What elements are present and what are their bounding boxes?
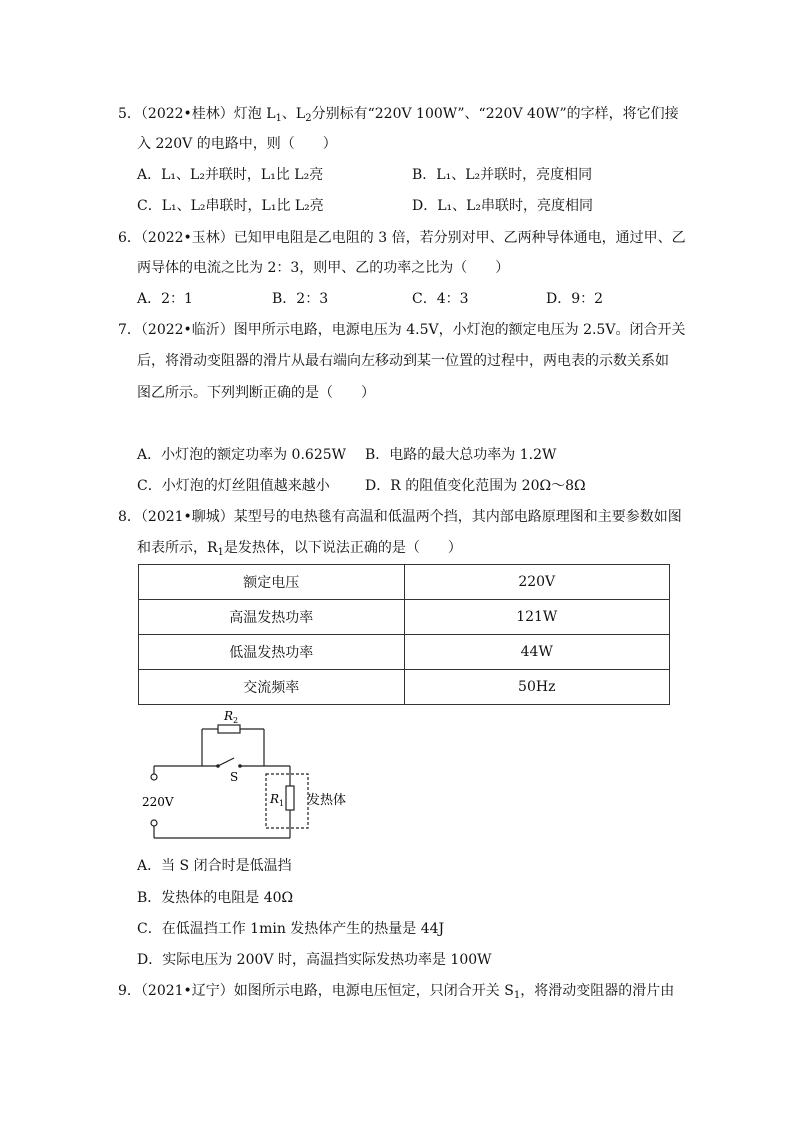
circuit-diagram xyxy=(130,700,347,840)
q9-line1: 9．（2021•辽宁）如图所示电路，电源电压恒定，只闭合开关 $S_1$，将滑动变阻器的滑片由 xyxy=(118,983,675,1001)
table-cell: 额定电压 xyxy=(139,565,405,600)
table-cell: 50Hz xyxy=(404,670,670,705)
q7-option-b: B．电路的最大总功率为 1.2W xyxy=(365,447,557,463)
q5-option-b: B．L₁、L₂并联时，亮度相同 xyxy=(412,167,593,183)
q7-line3: 图乙所示。下列判断正确的是（ ） xyxy=(137,385,375,401)
terminal xyxy=(151,820,157,826)
q5-line2: 入 220V 的电路中，则（ ） xyxy=(137,136,337,152)
switch-label: S xyxy=(230,770,239,784)
table-cell: 220V xyxy=(404,565,670,600)
q6-option-d: D．9：2 xyxy=(546,291,604,307)
table-cell: 121W xyxy=(404,600,670,635)
q8-option-d: D．实际电压为 200V 时，高温挡实际发热功率是 100W xyxy=(137,952,492,968)
q7-line1: 7．（2022•临沂）图甲所示电路，电源电压为 4.5V，小灯泡的额定电压为 2.5V。闭合开关 xyxy=(118,322,686,338)
q5-option-a: A．L₁、L₂并联时，L₁比 L₂亮 xyxy=(137,167,324,183)
q7-option-c: C．小灯泡的灯丝阻值越来越小 xyxy=(137,478,330,494)
q5-option-c: C．L₁、L₂串联时，L₁比 L₂亮 xyxy=(137,198,324,214)
switch-contact xyxy=(238,764,242,768)
q8-line2: 和表所示，$R_1$是发热体，以下说法正确的是（ ） xyxy=(137,540,462,558)
table-row xyxy=(139,635,670,670)
table-cell: 高温发热功率 xyxy=(139,600,405,635)
q6-option-c: C．4：3 xyxy=(412,291,469,307)
resistor-r1 xyxy=(286,786,294,810)
parameter-table xyxy=(138,564,670,705)
resistor-r2 xyxy=(218,725,240,733)
q6-line1: 6．（2022•玉林）已知甲电阻是乙电阻的 3 倍，若分别对甲、乙两种导体通电，通过甲、乙 xyxy=(118,230,686,246)
r2-label: $R_2$ xyxy=(224,709,239,725)
r1-label: $R_1$ xyxy=(270,792,285,808)
q8-line1: 8．（2021•聊城）某型号的电热毯有高温和低温两个挡，其内部电路原理图和主要参数如图 xyxy=(118,509,682,525)
q6-option-b: B．2：3 xyxy=(272,291,329,307)
q8-option-b: B．发热体的电阻是 40Ω xyxy=(137,890,294,906)
q7-option-a: A．小灯泡的额定功率为 0.625W xyxy=(137,447,347,463)
switch-s-blade xyxy=(218,758,234,766)
q8-option-a: A．当 S 闭合时是低温挡 xyxy=(137,858,292,874)
q6-option-a: A．2：1 xyxy=(137,291,193,307)
q5-line1: 5．（2022•桂林）灯泡 $L_1$、$L_2$分别标有“220V 100W”、“220V 40W”的字样，将它们接 xyxy=(118,106,679,124)
q7-option-d: D．R 的阻值变化范围为 20Ω～8Ω xyxy=(365,478,586,494)
q7-line2: 后，将滑动变阻器的滑片从最右端向左移动到某一位置的过程中，两电表的示数关系如 xyxy=(137,353,669,369)
switch-contact xyxy=(216,764,220,768)
heater-label: 发热体 xyxy=(307,793,347,808)
terminal xyxy=(151,774,157,780)
table-cell: 交流频率 xyxy=(139,670,405,705)
table-row xyxy=(139,600,670,635)
q6-line2: 两导体的电流之比为 2：3，则甲、乙的功率之比为（ ） xyxy=(137,260,510,276)
table-row xyxy=(139,565,670,600)
q5-option-d: D．L₁、L₂串联时，亮度相同 xyxy=(412,198,594,214)
table-cell: 44W xyxy=(404,635,670,670)
voltage-label: 220V xyxy=(142,795,174,809)
q8-option-c: C．在低温挡工作 1min 发热体产生的热量是 44J xyxy=(137,921,445,937)
table-cell: 低温发热功率 xyxy=(139,635,405,670)
